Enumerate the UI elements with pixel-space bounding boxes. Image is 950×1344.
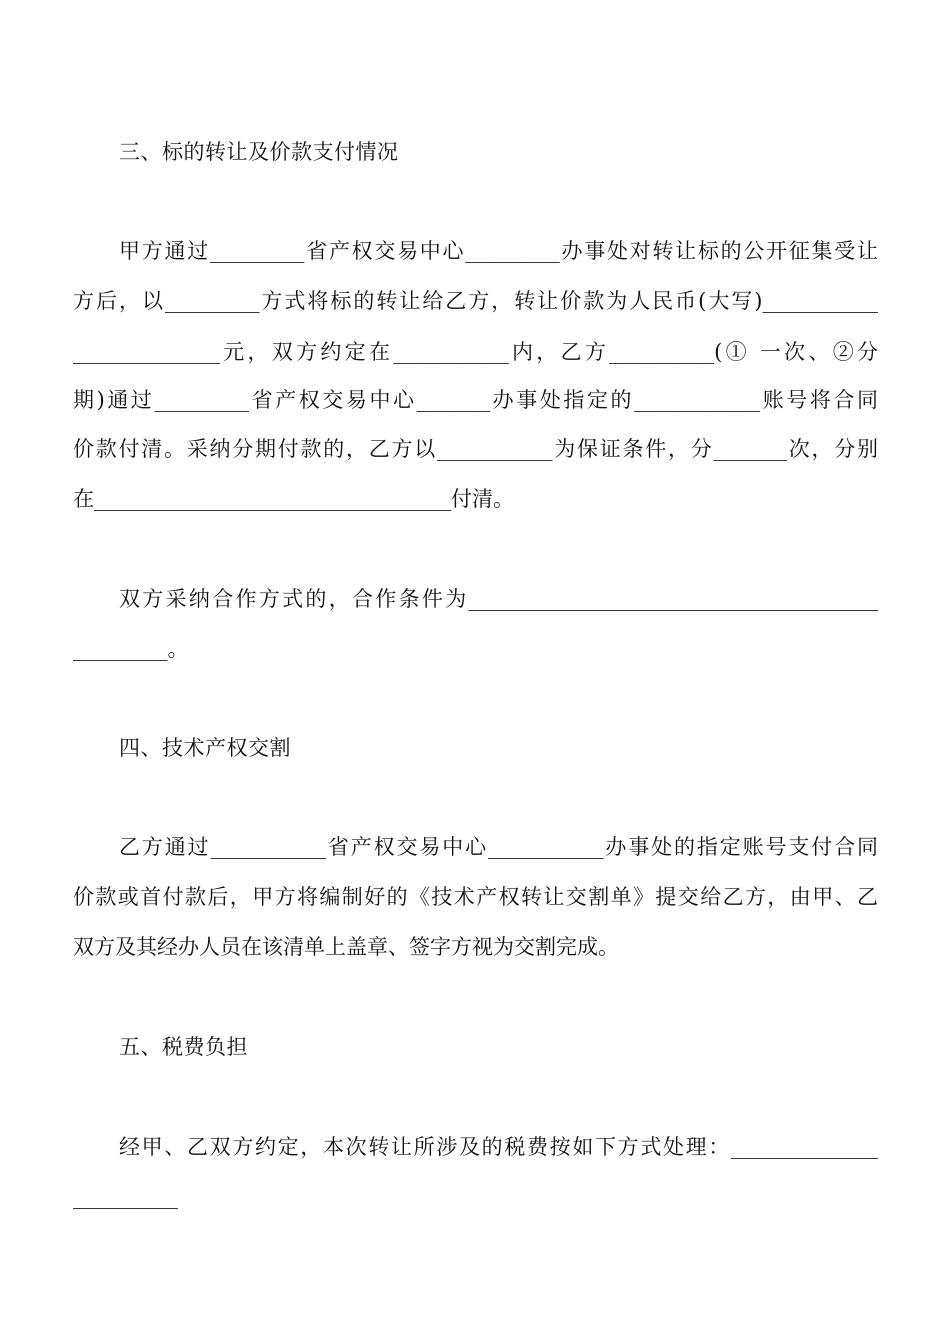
paragraph-line: _________。 [73, 637, 189, 661]
paragraph-line: __________ [73, 1185, 178, 1209]
paragraph-line: ______________元，双方约定在___________内，乙方__________(① 一次、②分 [73, 340, 878, 364]
paragraph-line: 期)通过_________省产权交易中心_______办事处指定的____________账号将合同 [73, 388, 878, 412]
paragraph-line: 价款或首付款后，甲方将编制好的《技术产权转让交割单》提交给乙方，由甲、乙 [73, 885, 878, 909]
section-heading-3: 三、标的转让及价款支付情况 [119, 140, 399, 164]
paragraph-line: 方后，以_________方式将标的转让给乙方，转让价款为人民币(大写)___________ [73, 289, 878, 313]
paragraph-line: 双方采纳合作方式的，合作条件为_______________________________________ [119, 587, 878, 611]
paragraph-line: 双方及其经办人员在该清单上盖章、签字方视为交割完成。 [73, 935, 619, 959]
paragraph-line: 经甲、乙双方约定，本次转让所涉及的税费按如下方式处理：______________ [119, 1135, 878, 1159]
paragraph-line: 甲方通过_________省产权交易中心_________办事处对转让标的公开征集受让 [119, 239, 878, 263]
paragraph-line: 乙方通过___________省产权交易中心___________办事处的指定账号支付合同 [119, 835, 878, 859]
paragraph-line: 在__________________________________付清。 [73, 487, 514, 511]
section-heading-4: 四、技术产权交割 [119, 736, 291, 760]
paragraph-line: 价款付清。采纳分期付款的，乙方以___________为保证条件，分_______次，分别 [73, 437, 878, 461]
section-heading-5: 五、税费负担 [119, 1035, 248, 1059]
